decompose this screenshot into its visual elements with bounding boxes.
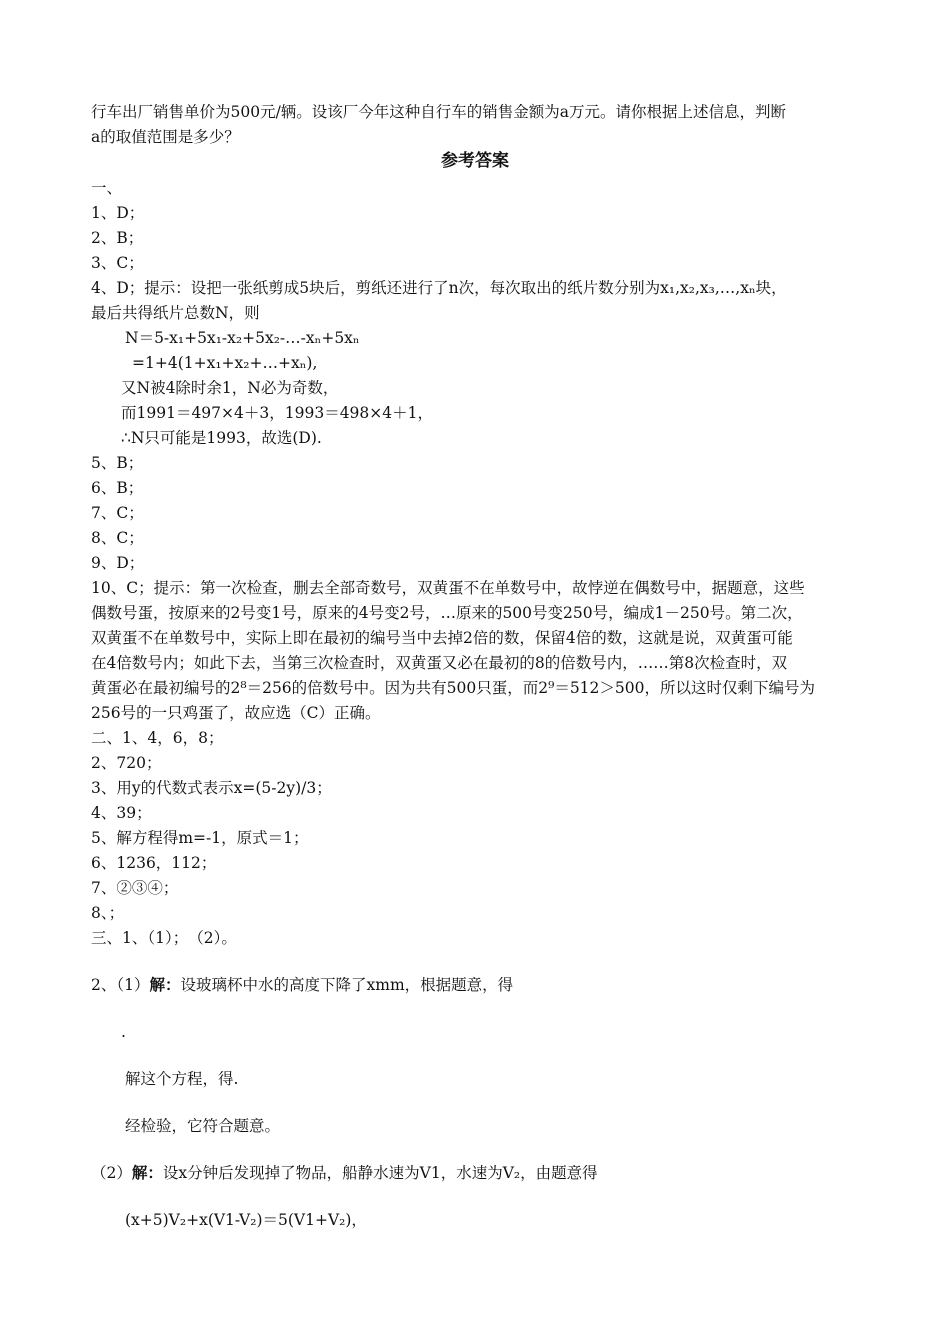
answer-1-4-line-3: 又N被4除时余1，N必为奇数， xyxy=(121,379,339,397)
answer-3-3-equation: (x+5)V₂+x(V1-V₂)＝5(V1+V₂)， xyxy=(125,1211,367,1229)
answer-1-10-line-5: 黄蛋必在最初编号的2⁸＝256的倍数号中。因为共有500只蛋，而2⁹＝512＞500，所以这时仅剩下编号为 xyxy=(91,679,815,697)
answer-3-2-check: 经检验，它符合题意。 xyxy=(125,1117,281,1135)
answer-1-9: 9、D； xyxy=(91,554,145,572)
answer-1-4-equation-1: N＝5-x₁+5x₁-x₂+5x₂-…-xₙ+5xₙ xyxy=(125,329,360,347)
answer-1-10-line-4: 在4倍数号内；如此下去，当第三次检查时，双黄蛋又必在最初的8的倍数号内，……第8次检查时，双 xyxy=(91,654,788,672)
intro-line-2: a的取值范围是多少？ xyxy=(91,128,240,146)
section-1-label: 一、 xyxy=(91,179,123,197)
answer-1-10-line-3: 双黄蛋不在单数号中，实际上即在最初的编号当中去掉2倍的数，保留4倍的数，这就是说，双黄蛋可能 xyxy=(91,629,793,647)
answer-2-7: 7、②③④； xyxy=(91,879,179,897)
answer-3-2-solution-label: 解： xyxy=(149,976,181,994)
answer-1-7: 7、C； xyxy=(91,504,144,522)
answer-1-3: 3、C； xyxy=(91,254,144,272)
answer-1-8: 8、C； xyxy=(91,529,144,547)
answer-3-3-heading xyxy=(91,1163,598,1183)
answer-1-4-equation-2: =1+4(1+x₁+x₂+…+xₙ), xyxy=(132,354,318,372)
answer-2-5: 5、解方程得m=-1，原式＝1； xyxy=(91,829,309,847)
answer-3-2-prefix: 2、（1） xyxy=(91,976,150,994)
answer-2-6: 6、1236，112； xyxy=(91,854,217,872)
answer-1-2: 2、B； xyxy=(91,229,144,247)
answer-3-3-solution-label: 解： xyxy=(131,1164,163,1182)
answer-2-3: 3、用y的代数式表示x=(5-2y)/3； xyxy=(91,779,332,797)
answer-3-3-text: 设x分钟后发现掉了物品，船静水速为V1，水速为V₂，由题意得 xyxy=(162,1164,598,1182)
answer-1-6: 6、B； xyxy=(91,479,144,497)
answer-1-4-line-5: ∴N只可能是1993，故选(D). xyxy=(121,429,322,447)
answer-2-8: 8、； xyxy=(91,904,125,922)
answer-3-2-text: 设玻璃杯中水的高度下降了xmm，根据题意，得 xyxy=(180,976,514,994)
answer-1-10-line-1: 10、C；提示：第一次检查，删去全部奇数号，双黄蛋不在单数号中，故悖逆在偶数号中，据题意，这些 xyxy=(91,579,805,597)
answer-1-4-line-4: 而1991＝497×4＋3，1993＝498×4＋1， xyxy=(121,404,433,422)
answer-3-2-heading xyxy=(91,975,513,995)
answer-1-4-line-1: 4、D；提示：设把一张纸剪成5块后，剪纸还进行了n次，每次取出的纸片数分别为x₁,x₂,x₃,…,xₙ块， xyxy=(91,279,787,297)
answer-3-2-equation-dot: . xyxy=(121,1023,126,1041)
answer-1-1: 1、D； xyxy=(91,204,145,222)
answer-1-4-line-2: 最后共得纸片总数N，则 xyxy=(91,304,260,322)
answer-1-5: 5、B； xyxy=(91,454,144,472)
answer-3-3-prefix: （2） xyxy=(91,1164,132,1182)
answer-2-1: 二、1、4，6，8； xyxy=(91,729,224,747)
answer-2-2: 2、720； xyxy=(91,754,162,772)
answer-3-1: 三、1、（1）； （2）。 xyxy=(91,929,237,947)
answer-1-10-line-2: 偶数号蛋，按原来的2号变1号，原来的4号变2号，…原来的500号变250号，编成1－250号。第二次， xyxy=(91,604,803,622)
answer-2-4: 4、39； xyxy=(91,804,152,822)
answer-1-10-line-6: 256号的一只鸡蛋了，故应选（C）正确。 xyxy=(91,704,381,722)
answer-3-2-solve: 解这个方程，得. xyxy=(125,1070,239,1088)
answer-title: 参考答案 xyxy=(441,151,509,171)
intro-line-1: 行车出厂销售单价为500元/辆。设该厂今年这种自行车的销售金额为a万元。请你根据上述信息，判断 xyxy=(91,103,787,121)
